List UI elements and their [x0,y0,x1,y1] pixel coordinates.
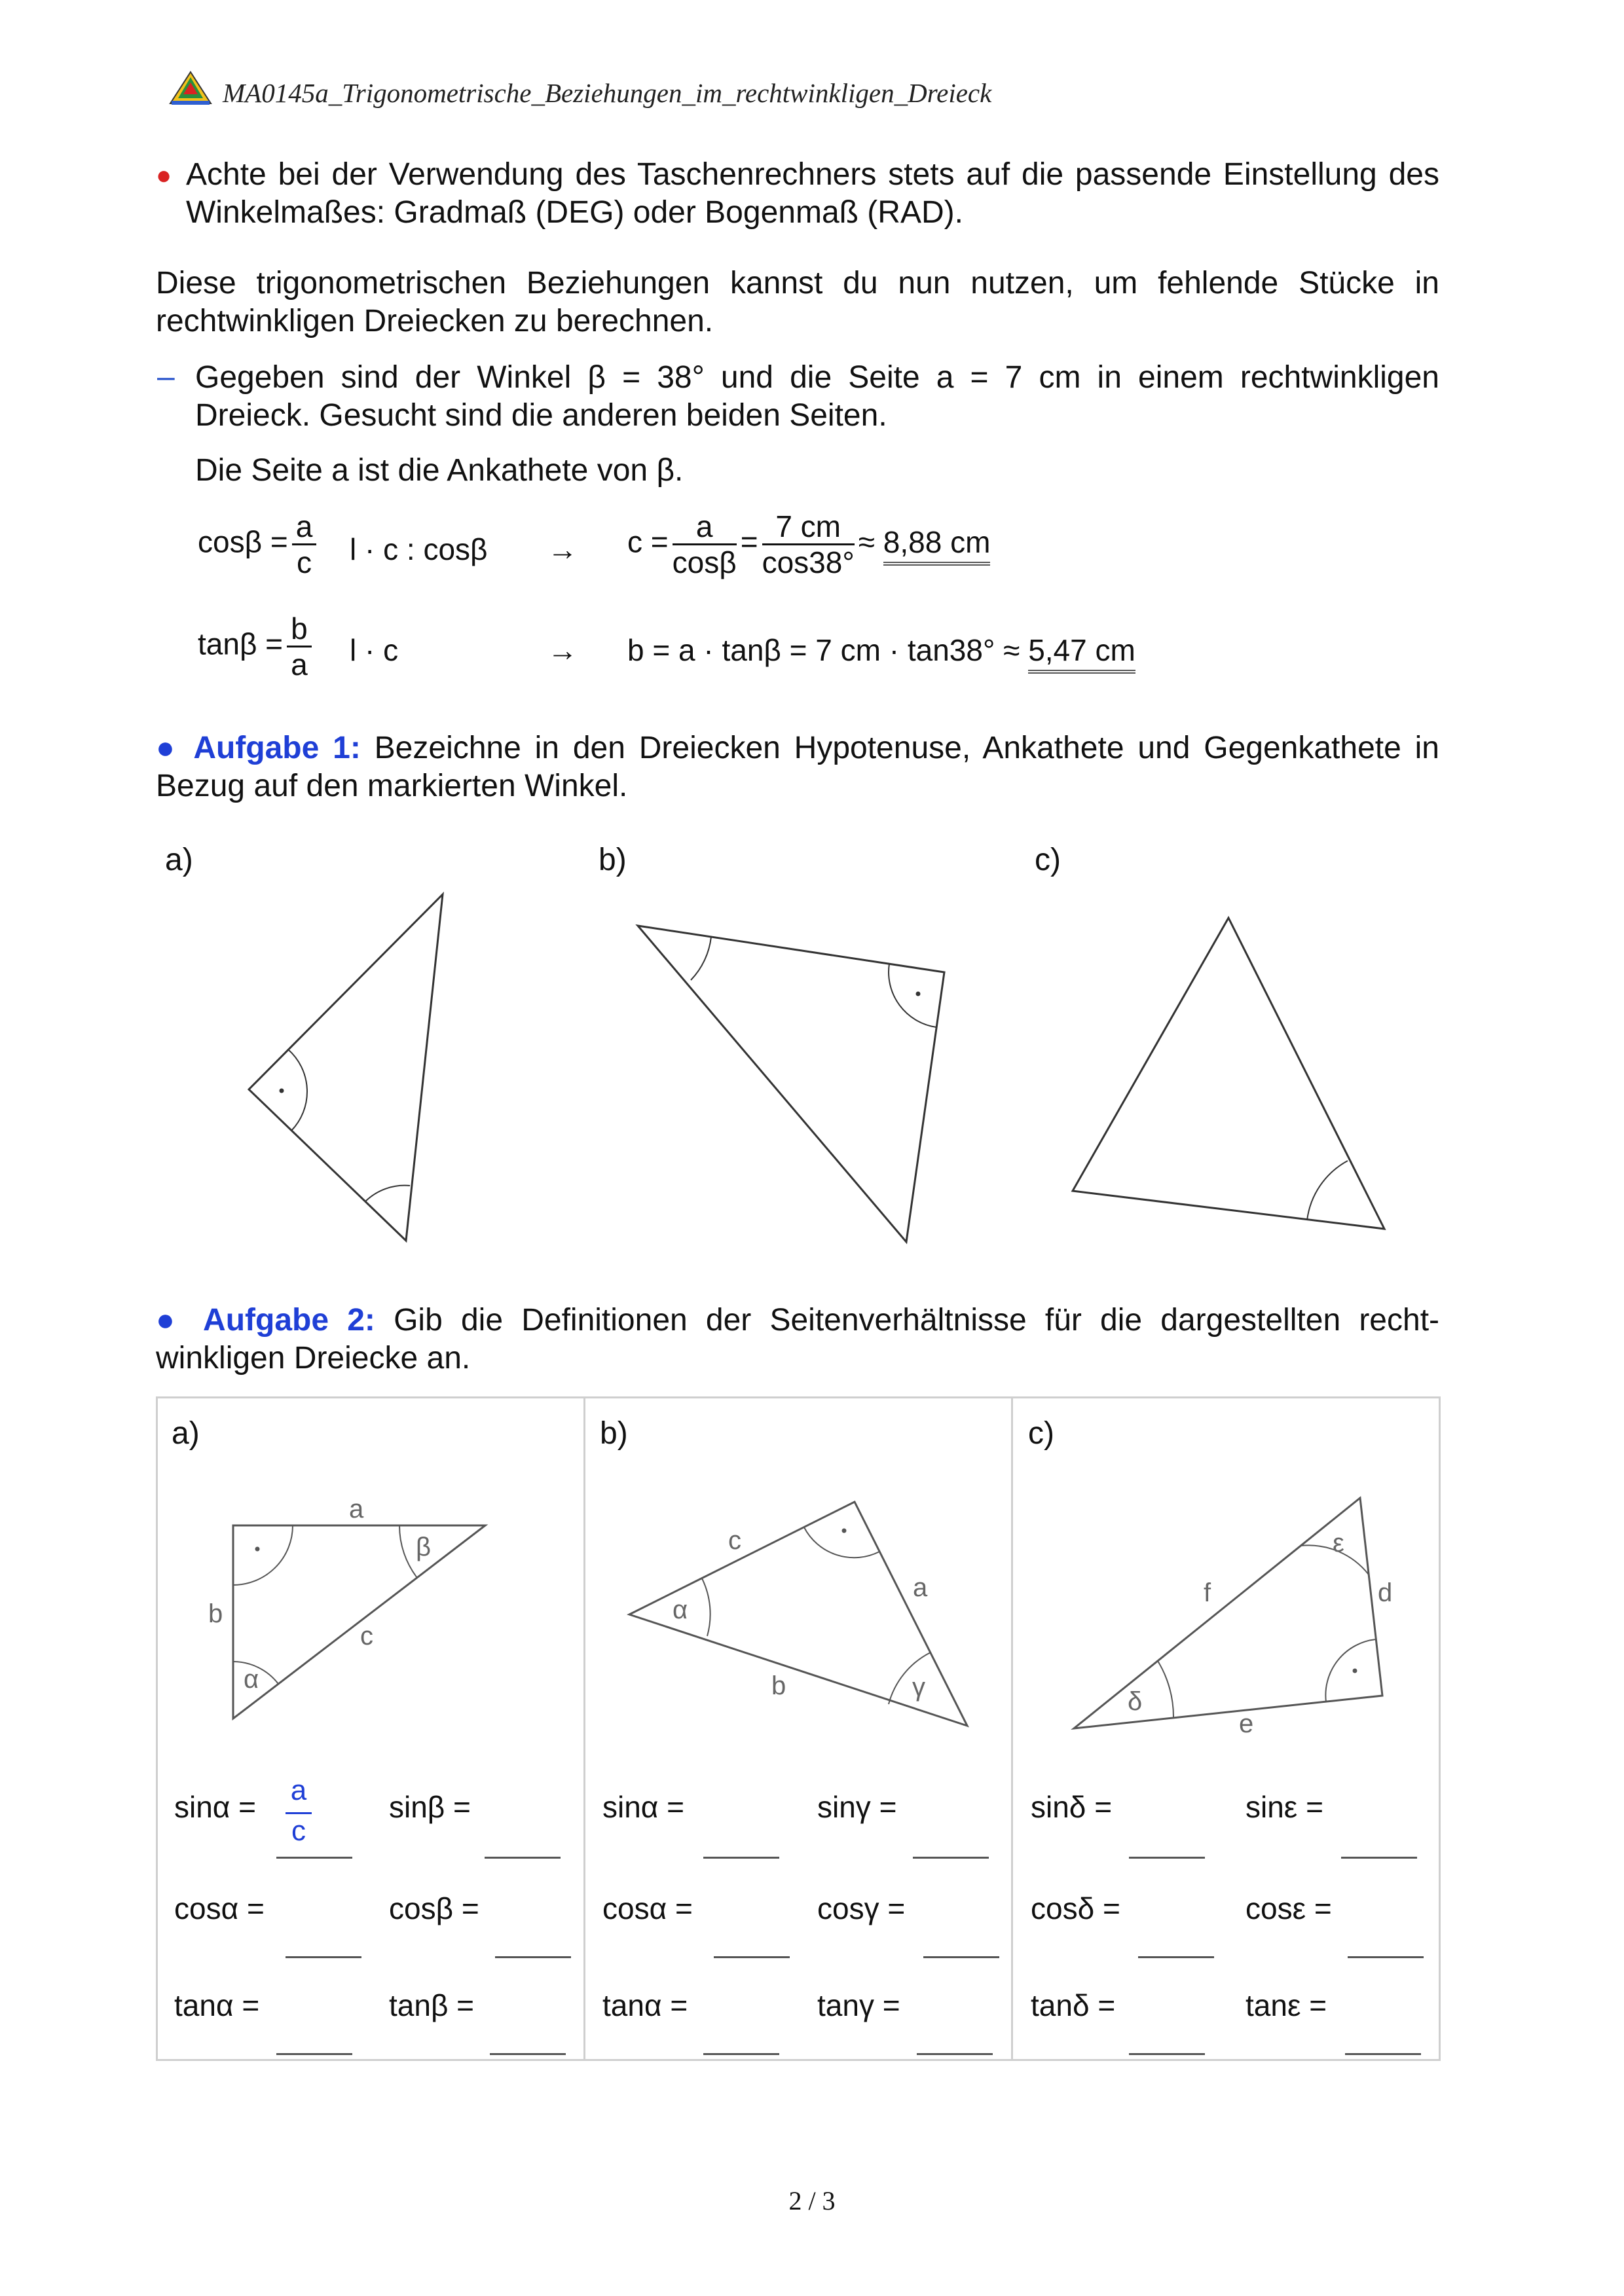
answer-blank[interactable] [485,1857,561,1859]
answer-blank[interactable] [490,2053,566,2055]
answer-blank[interactable] [276,2053,352,2055]
page-number: 2 / 3 [788,2186,836,2215]
angle-label: α [673,1595,688,1624]
result-c: 8,88 cm [883,525,991,566]
arrow-icon: → [547,633,578,667]
side-label: c [728,1526,741,1555]
calculator-note: Achte bei der Verwendung des Taschenrechners stets auf die passende Einstellung des Winkelmaßes: Gradmaß (DEG) oder Bogenmaß (RAD). [186,157,1439,230]
eq-sin-beta-a: sinβ = [389,1790,471,1824]
dash-icon: – [157,359,175,394]
answer-blank[interactable] [913,1857,989,1859]
answer-blank[interactable] [703,1857,779,1859]
angle-label: γ [912,1673,925,1702]
task1-label-c: c) [1035,843,1061,877]
triangle-panel-a [233,1525,485,1719]
eq-cos-beta-a: cosβ = [389,1891,479,1925]
eq-sin-gamma-b: sinγ = [817,1790,897,1824]
example-given: Gegeben sind der Winkel β = 38° und die Seite a = 7 cm in einem rechtwinkligen Dreieck. Gesucht sind die anderen beiden Seiten. [195,360,1439,433]
eq-tan-gamma-b: tanγ = [817,1988,900,2022]
intro-text: Diese trigonometrischen Beziehungen kannst du nun nutzen, um fehlende Stücke in rechtwinkligen Dreiecken zu berechnen. [156,266,1439,338]
angle-label: δ [1128,1687,1143,1716]
eq-cos-gamma-b: cosγ = [817,1891,906,1925]
eq-sin-epsilon-c: sinε = [1246,1790,1323,1824]
panel-b-label: b) [600,1416,628,1451]
side-label: e [1239,1709,1254,1738]
bullet-icon: ● [156,161,172,190]
document-title: MA0145a_Trigonometrische_Beziehungen_im_rechtwinkligen_Dreieck [223,78,992,108]
task1-label-a: a) [165,843,193,877]
angle-label: β [416,1533,432,1561]
eq-sin-alpha-a: sinα = [174,1790,257,1824]
side-label: b [771,1671,786,1700]
answer-blank[interactable] [495,1956,571,1958]
answer-blank[interactable] [703,2053,779,2055]
bullet-icon: ● [156,1303,204,1338]
panel-a-label: a) [172,1416,200,1451]
eq-tan-beta-a: tanβ = [389,1988,475,2022]
eq-tan-delta-c: tanδ = [1031,1988,1116,2022]
answer-blank[interactable] [1138,1956,1214,1958]
answer-blank[interactable] [1129,2053,1205,2055]
equation-operation-2: l · c [350,633,399,667]
answer-blank[interactable] [1348,1956,1424,1958]
answer-blank[interactable] [923,1956,999,1958]
angle-label: ε [1333,1529,1344,1558]
equation-line-1: cosβ = $\frac{a}{c}$ [198,509,320,579]
side-label: a [349,1495,364,1523]
eq-cos-epsilon-c: cosε = [1246,1891,1332,1925]
side-label: d [1378,1578,1393,1607]
panel-c-label: c) [1028,1416,1054,1451]
arrow-icon: → [547,532,578,566]
eq-cos-delta-c: cosδ = [1031,1891,1120,1925]
eq-tan-epsilon-c: tanε = [1246,1988,1327,2022]
equation-result-2: b = a · tanβ = 7 cm · tan38° ≈ 5,47 cm [627,632,1135,668]
equation-result-1: c = $\frac{a}{\cos\beta}$ = $\frac{7 cm}{\cos 38^\circ}$ ≈ 8,88 cm [627,509,991,579]
answer-denominator: c [291,1815,306,1847]
answer-blank[interactable] [1345,2053,1421,2055]
eq-sin-alpha-b: sinα = [602,1790,685,1824]
eq-tan-alpha-a: tanα = [174,1988,260,2022]
side-label: b [208,1599,223,1628]
task1-text: ● Aufgabe 1: Bezeichne in den Dreiecken Hypotenuse, Ankathete und Gegenkathete in Bezug auf den markierten Winkel. [156,731,1440,803]
side-label: c [360,1622,373,1650]
eq-sin-delta-c: sinδ = [1031,1790,1113,1824]
side-label: a [913,1573,928,1602]
answer-blank[interactable] [276,1857,352,1859]
task1-label-b: b) [599,843,627,877]
answer-blank[interactable] [917,2053,993,2055]
angle-label: α [244,1665,259,1694]
task2-text: ● Aufgabe 2: Gib die Definitionen der Seitenverhältnisse für die dargestellten recht-winkligen Dreiecke an. [156,1303,1440,1376]
answer-numerator: a [290,1774,307,1806]
result-b: 5,47 cm [1028,633,1135,674]
answer-blank[interactable] [1341,1857,1417,1859]
answer-blank[interactable] [714,1956,790,1958]
eq-cos-alpha-b: cosα = [602,1891,693,1925]
eq-tan-alpha-b: tanα = [602,1988,688,2022]
bullet-icon: ● [156,731,194,765]
answer-blank[interactable] [1129,1857,1205,1859]
equation-operation-1: l · c : cosβ [350,532,488,566]
example-statement: Die Seite a ist die Ankathete von β. [195,453,684,488]
answer-blank[interactable] [286,1956,361,1958]
eq-cos-alpha-a: cosα = [174,1891,265,1925]
answer-fraction-bar [286,1812,312,1814]
side-label: f [1204,1578,1211,1607]
equation-line-2: tanβ = $\frac{b}{a}$ [198,611,316,682]
